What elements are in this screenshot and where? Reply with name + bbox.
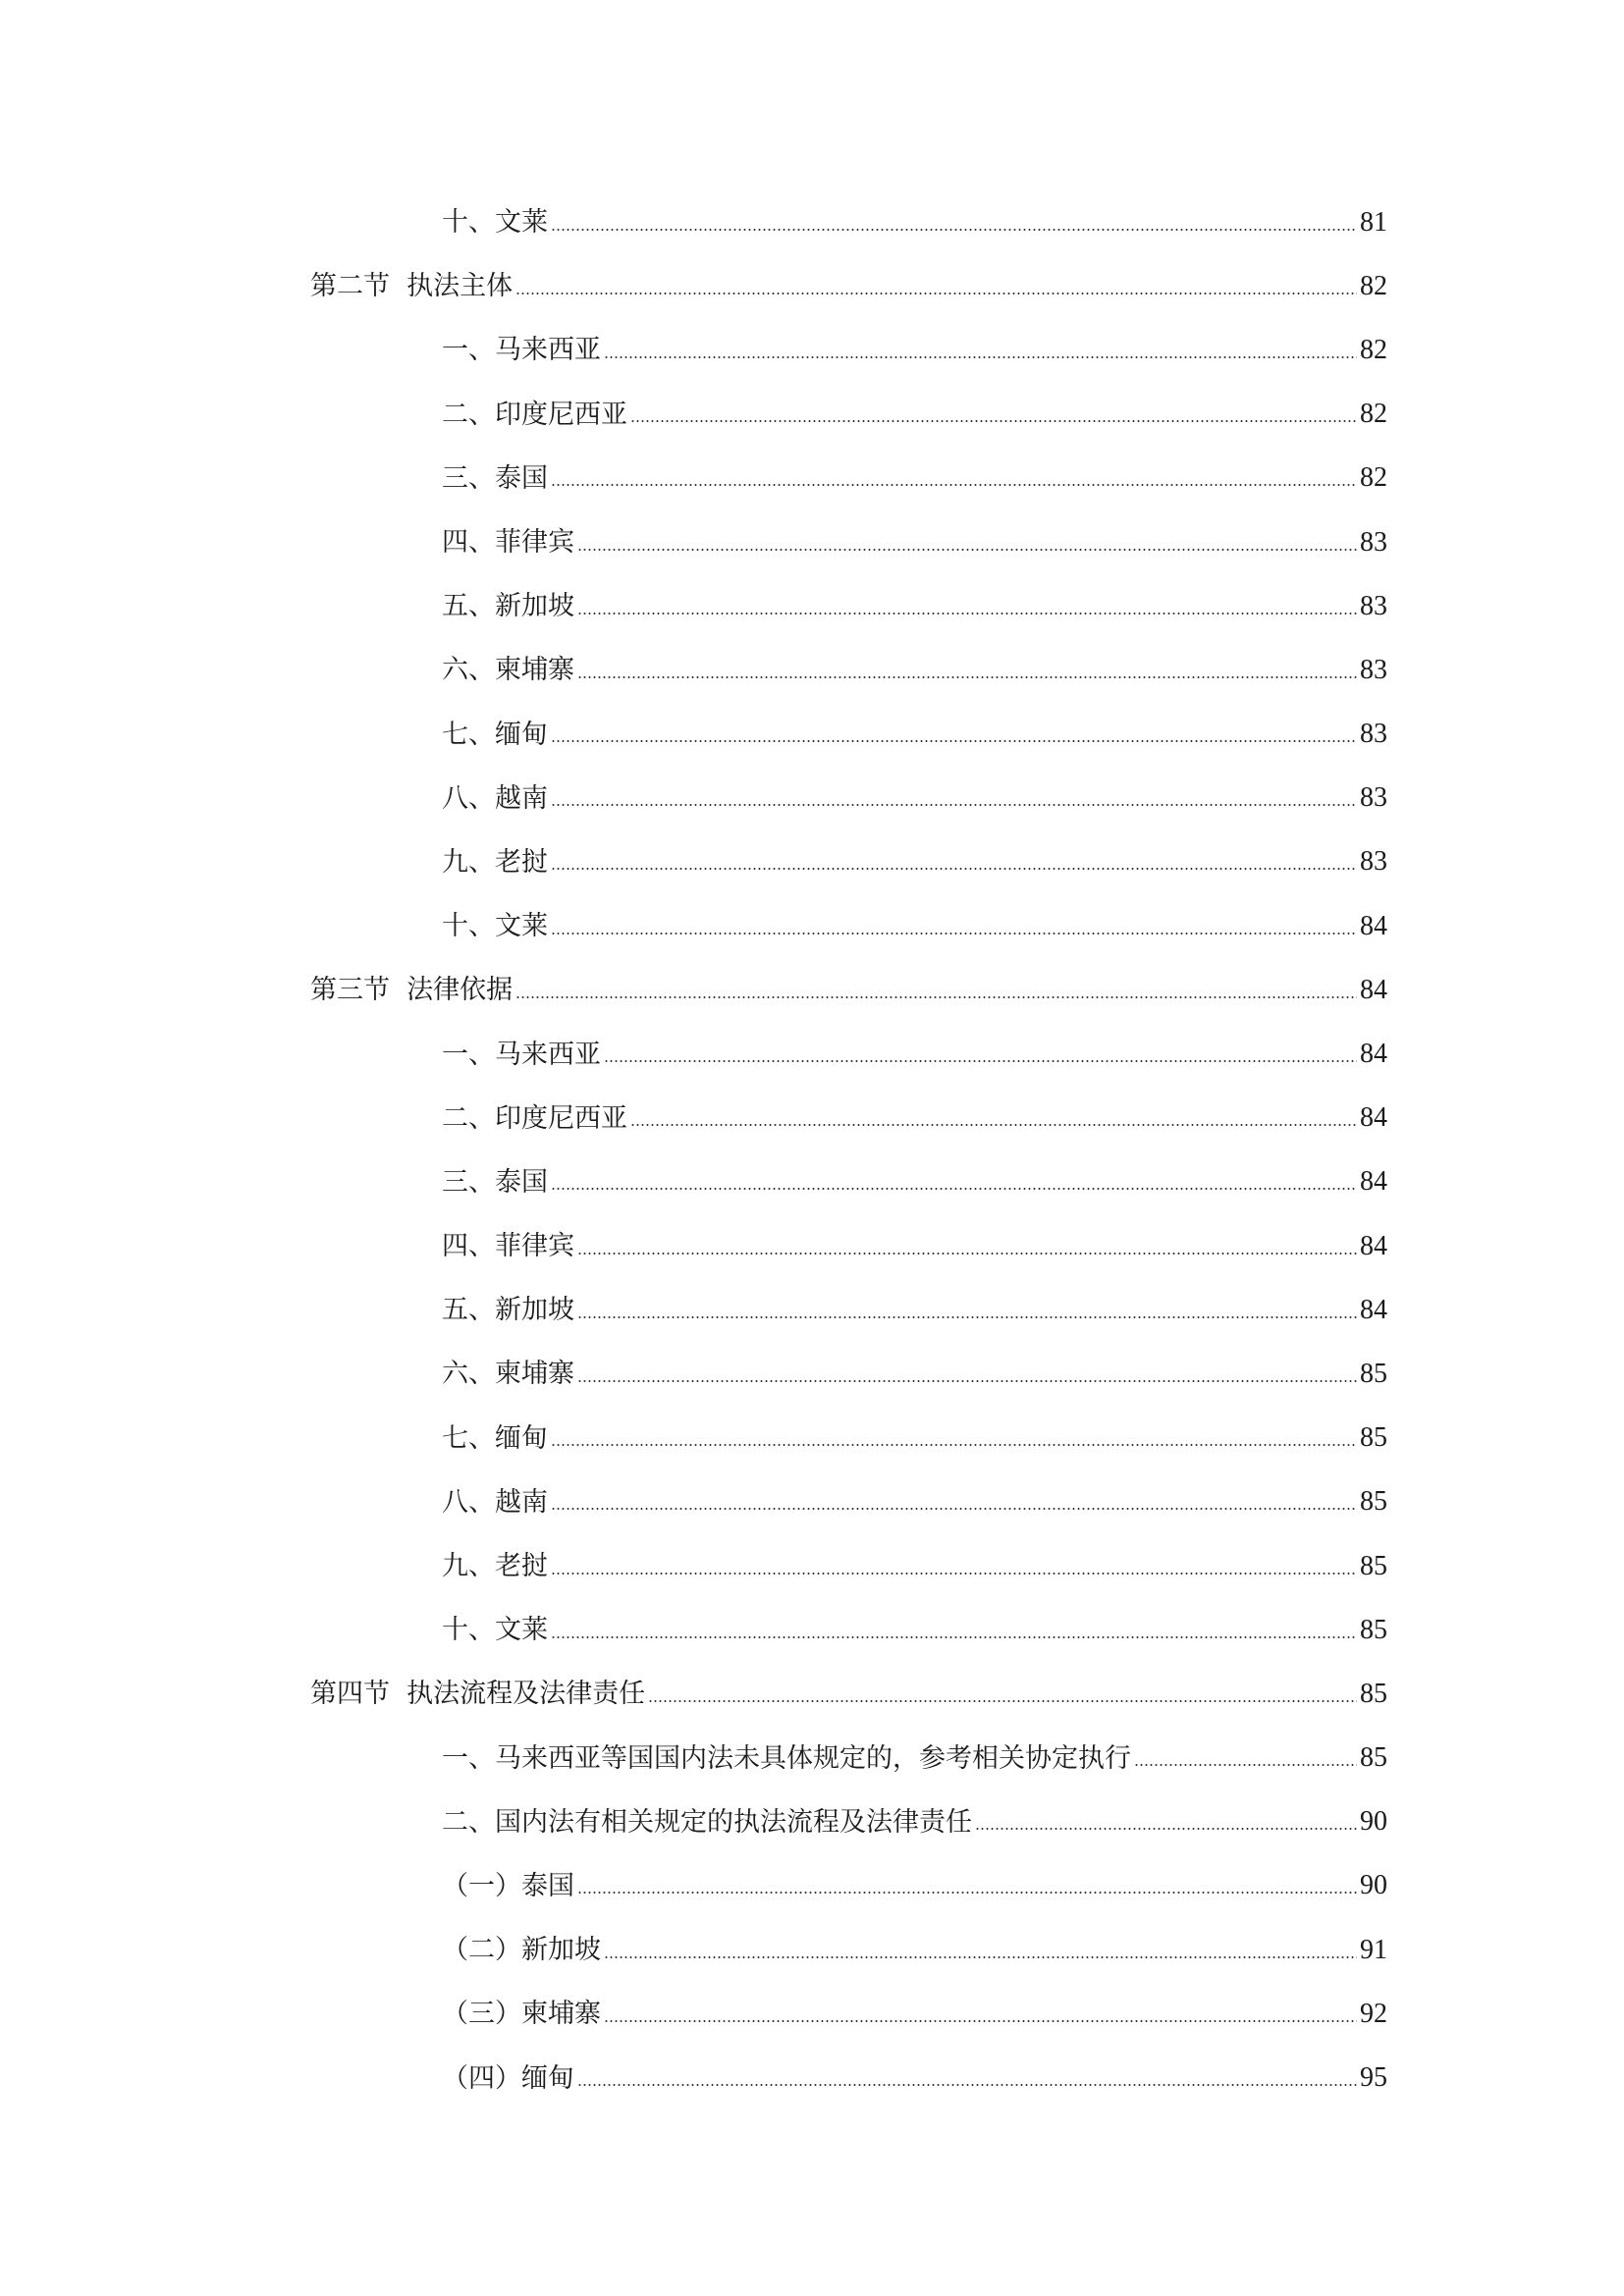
toc-entry[interactable] [0, 1854, 1624, 1918]
toc-entry[interactable] [0, 1342, 1624, 1406]
toc-entry-page-number: 85 [1360, 1486, 1387, 1518]
toc-entry-page-number: 83 [1360, 719, 1387, 750]
table-of-contents [0, 190, 1624, 2110]
dot-leader [604, 2020, 1357, 2022]
toc-entry-label: 六、柬埔寨 [442, 1359, 574, 1390]
dot-leader [551, 1573, 1357, 1575]
toc-entry[interactable] [0, 1727, 1624, 1790]
toc-entry-page-number: 84 [1360, 1166, 1387, 1198]
toc-entry-page-number: 84 [1360, 1039, 1387, 1070]
toc-entry[interactable] [0, 1598, 1624, 1662]
toc-entry[interactable] [0, 1982, 1624, 2046]
dot-leader [577, 613, 1357, 614]
dot-leader [551, 740, 1357, 742]
toc-entry[interactable] [0, 1278, 1624, 1342]
toc-entry[interactable] [0, 447, 1624, 510]
toc-entry-label: 三、泰国 [442, 462, 548, 494]
toc-entry-page-number: 83 [1360, 846, 1387, 878]
toc-entry[interactable] [0, 510, 1624, 574]
toc-entry-label: 十、文莱 [442, 911, 548, 942]
toc-entry-page-number: 90 [1360, 1806, 1387, 1838]
toc-entry-page-number: 84 [1360, 1294, 1387, 1325]
dot-leader [551, 229, 1357, 231]
toc-entry-label: 九、老挝 [442, 1551, 548, 1582]
toc-entry-label: （一）泰国 [442, 1870, 574, 1901]
toc-entry[interactable] [0, 1214, 1624, 1278]
toc-entry-page-number: 83 [1360, 782, 1387, 814]
toc-entry-label: （四）缅甸 [442, 2062, 574, 2094]
toc-entry-page-number: 84 [1360, 910, 1387, 941]
toc-entry-page-number: 84 [1360, 1102, 1387, 1134]
toc-entry-page-number: 82 [1360, 270, 1387, 301]
dot-leader [551, 1444, 1357, 1446]
toc-entry-label: 八、越南 [442, 1486, 548, 1518]
toc-entry-label: 第三节 法律依据 [310, 975, 514, 1006]
toc-entry[interactable] [0, 1918, 1624, 1982]
toc-entry[interactable] [0, 958, 1624, 1022]
toc-entry[interactable] [0, 1662, 1624, 1726]
toc-entry-page-number: 82 [1360, 399, 1387, 430]
toc-entry-label: 七、缅甸 [442, 719, 548, 750]
toc-entry[interactable] [0, 1022, 1624, 1086]
dot-leader [577, 2084, 1357, 2086]
toc-entry-label: 二、国内法有相关规定的执法流程及法律责任 [442, 1806, 972, 1838]
toc-entry[interactable] [0, 1407, 1624, 1470]
toc-entry-label: 七、缅甸 [442, 1422, 548, 1454]
toc-entry-label: 一、马来西亚 [442, 335, 601, 366]
dot-leader [577, 549, 1357, 551]
toc-entry[interactable] [0, 2046, 1624, 2109]
dot-leader [577, 1892, 1357, 1894]
toc-entry-label: 一、马来西亚 [442, 1039, 601, 1070]
toc-entry-label: 十、文莱 [442, 207, 548, 239]
toc-entry[interactable] [0, 1790, 1624, 1854]
toc-entry[interactable] [0, 190, 1624, 254]
toc-entry-page-number: 85 [1360, 1614, 1387, 1645]
toc-entry-label: 五、新加坡 [442, 591, 574, 622]
toc-entry-page-number: 81 [1360, 206, 1387, 238]
toc-entry[interactable] [0, 767, 1624, 830]
toc-entry-label: 第二节 执法主体 [310, 271, 514, 302]
toc-entry[interactable] [0, 830, 1624, 894]
toc-entry-page-number: 83 [1360, 654, 1387, 685]
toc-entry-page-number: 82 [1360, 334, 1387, 365]
toc-entry-page-number: 91 [1360, 1934, 1387, 1965]
dot-leader [515, 996, 1357, 998]
toc-entry-label: 第四节 执法流程及法律责任 [310, 1679, 646, 1710]
dot-leader [551, 804, 1357, 806]
toc-entry-label: 三、泰国 [442, 1166, 548, 1198]
toc-entry[interactable] [0, 1087, 1624, 1150]
dot-leader [630, 1124, 1357, 1126]
toc-entry-page-number: 85 [1360, 1550, 1387, 1581]
toc-entry[interactable] [0, 383, 1624, 447]
toc-entry[interactable] [0, 1150, 1624, 1214]
dot-leader [551, 484, 1357, 486]
toc-entry-label: 二、印度尼西亚 [442, 399, 627, 430]
toc-entry-label: 二、印度尼西亚 [442, 1102, 627, 1134]
dot-leader [551, 933, 1357, 934]
dot-leader [630, 420, 1357, 422]
toc-entry-label: （三）柬埔寨 [442, 1999, 601, 2030]
toc-entry[interactable] [0, 703, 1624, 767]
toc-entry-label: 四、菲律宾 [442, 527, 574, 559]
dot-leader [577, 1316, 1357, 1318]
toc-entry-label: 十、文莱 [442, 1615, 548, 1646]
toc-entry-page-number: 82 [1360, 462, 1387, 494]
toc-entry-label: 一、马来西亚等国国内法未具体规定的，参考相关协定执行 [442, 1742, 1131, 1774]
dot-leader [551, 1188, 1357, 1190]
toc-entry-page-number: 83 [1360, 590, 1387, 621]
toc-entry-page-number: 85 [1360, 1358, 1387, 1389]
toc-entry-page-number: 85 [1360, 1678, 1387, 1709]
toc-entry-page-number: 83 [1360, 526, 1387, 558]
dot-leader [577, 1380, 1357, 1382]
toc-entry-label: 六、柬埔寨 [442, 655, 574, 686]
dot-leader [648, 1700, 1357, 1702]
toc-entry[interactable] [0, 894, 1624, 958]
toc-entry-page-number: 84 [1360, 1230, 1387, 1261]
dot-leader [577, 1253, 1357, 1255]
dot-leader [551, 868, 1357, 870]
toc-entry[interactable] [0, 254, 1624, 318]
dot-leader [551, 1636, 1357, 1638]
dot-leader [604, 356, 1357, 358]
toc-entry[interactable] [0, 574, 1624, 638]
toc-entry-page-number: 84 [1360, 974, 1387, 1005]
dot-leader [515, 293, 1357, 294]
toc-entry[interactable] [0, 638, 1624, 702]
toc-entry-page-number: 85 [1360, 1742, 1387, 1774]
toc-entry-page-number: 92 [1360, 1998, 1387, 2029]
toc-entry[interactable] [0, 318, 1624, 382]
toc-entry-label: 四、菲律宾 [442, 1231, 574, 1262]
toc-entry-page-number: 95 [1360, 2062, 1387, 2094]
toc-entry-label: 八、越南 [442, 782, 548, 814]
toc-entry[interactable] [0, 1470, 1624, 1534]
dot-leader [975, 1828, 1357, 1830]
dot-leader [1134, 1764, 1357, 1766]
toc-entry[interactable] [0, 1534, 1624, 1598]
toc-entry-label: 五、新加坡 [442, 1295, 574, 1326]
dot-leader [577, 676, 1357, 678]
dot-leader [604, 1060, 1357, 1062]
dot-leader [551, 1508, 1357, 1510]
toc-entry-label: 九、老挝 [442, 846, 548, 878]
dot-leader [604, 1956, 1357, 1958]
toc-entry-label: （二）新加坡 [442, 1935, 601, 1966]
toc-entry-page-number: 85 [1360, 1422, 1387, 1454]
toc-entry-page-number: 90 [1360, 1870, 1387, 1901]
